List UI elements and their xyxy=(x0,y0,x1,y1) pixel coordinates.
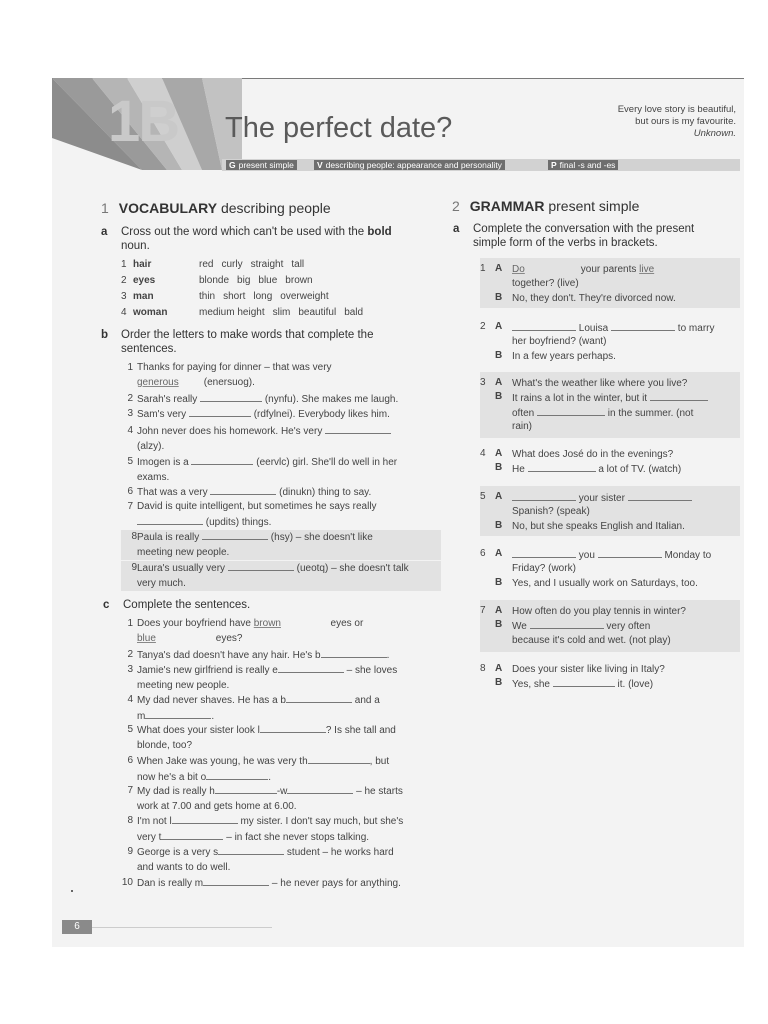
vocab-c-item: 6 When Jake was young, he was very th , but now he's a bit o . xyxy=(127,755,390,783)
vocab-b-instruction: b Order the letters to make words that complete the sentences. xyxy=(101,329,374,355)
vocab-b-item: 9 Laura's usually very (ueotq) – she doesn't talk very much. xyxy=(121,561,441,591)
vocabulary-heading: 1 VOCABULARY describing people xyxy=(101,200,331,216)
grammar-item: 8 A Does your sister like living in Italy? B Yes, she it. (love) xyxy=(480,663,665,690)
quote: Every love story is beautiful, but ours is my favourite. Unknown. xyxy=(617,104,736,139)
grammar-item: 1 A Do your parents live together? (live) B No, they don't. They're divorced now. xyxy=(480,258,740,308)
vocab-c-instruction: c Complete the sentences. xyxy=(103,599,251,611)
grammar-heading: 2 GRAMMAR present simple xyxy=(452,198,640,214)
tag-vocabulary: V describing people: appearance and personality xyxy=(314,160,505,170)
tag-pronunciation: P final -s and -es xyxy=(548,160,618,170)
unit-number: 1B xyxy=(108,89,179,154)
vocab-c-item: 2 Tanya's dad doesn't have any hair. He's b . xyxy=(127,649,390,661)
grammar-a-instruction: a Complete the conversation with the present simple form of the verbs in brackets. xyxy=(453,223,695,249)
vocab-b-item: 3 Sam's very (rdfylnei). Everybody likes him. xyxy=(127,408,390,420)
vocab-b-item: 8 Paula is really (hsy) – she doesn't like meeting new people. xyxy=(121,530,441,560)
vocab-c-item: 4 My dad never shaves. He has a b and a m . xyxy=(127,694,380,722)
vocab-a-instruction: a Cross out the word which can't be used with the bold noun. xyxy=(101,226,392,252)
tag-grammar: G present simple xyxy=(226,160,297,170)
vocab-row: 4 woman medium height slim beautiful bald xyxy=(121,307,364,318)
grammar-item: 3 A What's the weather like where you live? B It rains a lot in the winter, but it often in the summer. (not rain) xyxy=(480,372,740,438)
grammar-item: 7 A How often do you play tennis in winter? B We very often because it's cold and wet. (not play) xyxy=(480,600,740,652)
vocab-c-item: 8 I'm not l my sister. I don't say much, but she's very t – in fact she never stops talking. xyxy=(127,815,404,843)
vocab-c-item: 1 Does your boyfriend have brown eyes or blue eyes? xyxy=(127,618,364,644)
grammar-item: 5 A your sister Spanish? (speak) B No, but she speaks English and Italian. xyxy=(480,486,740,536)
vocab-c-item: 10 Dan is really m – he never pays for anything. xyxy=(121,877,401,889)
vocab-c-item: 5 What does your sister look l ? Is she tall and blonde, too? xyxy=(127,724,396,751)
vocab-b-item: 5 Imogen is a (eervlc) girl. She'll do well in her exams. xyxy=(127,456,398,483)
vocab-c-item: 9 George is a very s student – he works hard and wants to do well. xyxy=(127,846,394,873)
vocab-b-item: 2 Sarah's really (nynfu). She makes me laugh. xyxy=(127,393,399,405)
grammar-item: 6 A you Monday to Friday? (work) B Yes, and I usually work on Saturdays, too. xyxy=(480,548,712,589)
vocab-c-item: 7 My dad is really h -w – he starts work at 7.00 and gets home at 6.00. xyxy=(127,785,403,812)
vocab-b-item: 6 That was a very (dinukn) thing to say. xyxy=(127,486,372,498)
vocab-row: 3 man thin short long overweight xyxy=(121,291,329,302)
vocab-row: 2 eyes blonde big blue brown xyxy=(121,275,313,286)
footer-rule xyxy=(92,927,272,928)
grammar-item: 4 A What does José do in the evenings? B He a lot of TV. (watch) xyxy=(480,448,682,475)
vocab-b-item: 1 Thanks for paying for dinner – that was very generous (enersuog). xyxy=(127,362,332,388)
topic-tag-bar xyxy=(222,159,740,171)
mark-dot xyxy=(71,890,73,892)
page-number: 6 xyxy=(62,920,92,934)
grammar-item: 2 A Louisa to marry her boyfriend? (want) B In a few years perhaps. xyxy=(480,321,715,362)
vocab-b-item: 4 John never does his homework. He's very (alzy). xyxy=(137,424,437,454)
page-title: The perfect date? xyxy=(225,112,453,144)
vocab-c-item: 3 Jamie's new girlfriend is really e – she loves meeting new people. xyxy=(127,664,398,691)
vocab-b-item: 7 David is quite intelligent, but sometimes he says really (updits) things. xyxy=(127,501,377,528)
vocab-row: 1 hair red curly straight tall xyxy=(121,259,305,270)
